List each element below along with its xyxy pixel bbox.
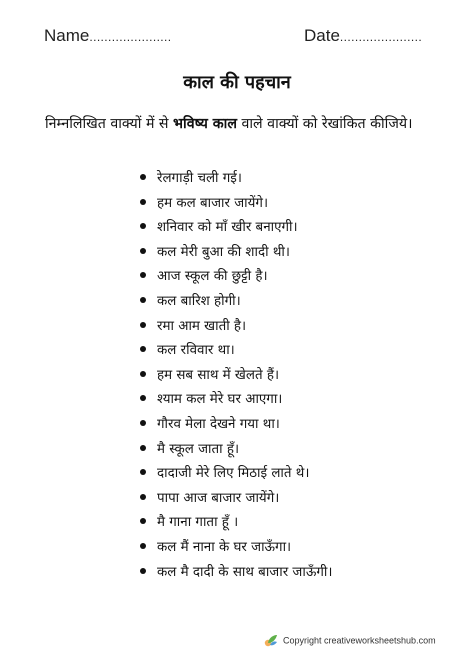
bullet-icon [140, 518, 146, 524]
name-label: Name [44, 26, 90, 45]
copyright-footer [264, 634, 436, 648]
bullet-icon [140, 223, 146, 229]
date-blank: ...................... [339, 30, 423, 44]
bullet-icon [140, 420, 146, 426]
name-blank: ...................... [89, 30, 172, 44]
sentence-text: कल रविवार था। [157, 343, 235, 359]
list-item [140, 413, 332, 438]
sentence-text: गौरव मेला देखने गया था। [157, 416, 280, 432]
sentence-text: मै स्कूल जाता हूँ। [157, 441, 240, 457]
name-field [44, 26, 172, 46]
bullet-icon [140, 445, 146, 451]
bullet-icon [140, 248, 146, 254]
date-label: Date [304, 26, 340, 45]
bullet-icon [140, 322, 146, 328]
list-item [140, 315, 332, 340]
list-item [140, 487, 332, 512]
leaf-logo-icon [264, 634, 278, 648]
sentence-text: आज स्कूल की छुट्टी है। [157, 269, 268, 285]
sentence-list [140, 167, 332, 585]
sentence-text: श्याम कल मेरे घर आएगा। [157, 392, 283, 408]
date-field [304, 26, 422, 46]
sentence-text: मै गाना गाता हूँ । [157, 515, 239, 531]
instruction-before: निम्नलिखित वाक्यों में से [45, 116, 174, 132]
list-item [140, 241, 332, 266]
worksheet-header [0, 26, 474, 50]
bullet-icon [140, 469, 146, 475]
copyright-text[interactable]: Copyright creativeworksheetshub.com [283, 635, 436, 646]
list-item [140, 339, 332, 364]
bullet-icon [140, 543, 146, 549]
sentence-text: हम कल बाजार जायेंगे। [157, 195, 269, 211]
sentence-text: कल मै दादी के साथ बाजार जाऊँगी। [157, 564, 333, 580]
bullet-icon [140, 297, 146, 303]
sentence-text: हम सब साथ में खेलते हैं। [157, 367, 280, 383]
list-item [140, 167, 332, 192]
bullet-icon [140, 174, 146, 180]
list-item [140, 388, 332, 413]
list-item [140, 462, 332, 487]
instruction-text [45, 112, 445, 136]
bullet-icon [140, 395, 146, 401]
sentence-text: शनिवार को माँ खीर बनाएगी। [157, 220, 298, 236]
list-item [140, 192, 332, 217]
bullet-icon [140, 371, 146, 377]
bullet-icon [140, 494, 146, 500]
worksheet-title: काल की पहचान [183, 72, 291, 93]
list-item [140, 265, 332, 290]
list-item [140, 561, 332, 586]
list-item [140, 216, 332, 241]
instruction-bold: भविष्य काल [173, 116, 237, 132]
sentence-text: रेलगाड़ी चली गई। [157, 171, 242, 186]
list-item [140, 511, 332, 536]
sentence-text: दादाजी मेरे लिए मिठाई लाते थे। [157, 466, 310, 482]
instruction-after: वाले वाक्यों को रेखांकित कीजिये। [236, 116, 413, 132]
list-item [140, 536, 332, 561]
sentence-text: कल मेरी बुआ की शादी थी। [157, 244, 290, 260]
list-item [140, 290, 332, 315]
bullet-icon [140, 272, 146, 278]
bullet-icon [140, 568, 146, 574]
sentence-text: पापा आज बाजार जायेंगे। [157, 490, 280, 506]
list-item [140, 438, 332, 463]
list-item [140, 364, 332, 389]
bullet-icon [140, 346, 146, 352]
bullet-icon [140, 199, 146, 205]
sentence-text: कल मैं नाना के घर जाऊँगा। [157, 539, 292, 555]
sentence-text: कल बारिश होगी। [157, 293, 241, 309]
sentence-text: रमा आम खाती है। [157, 318, 247, 334]
